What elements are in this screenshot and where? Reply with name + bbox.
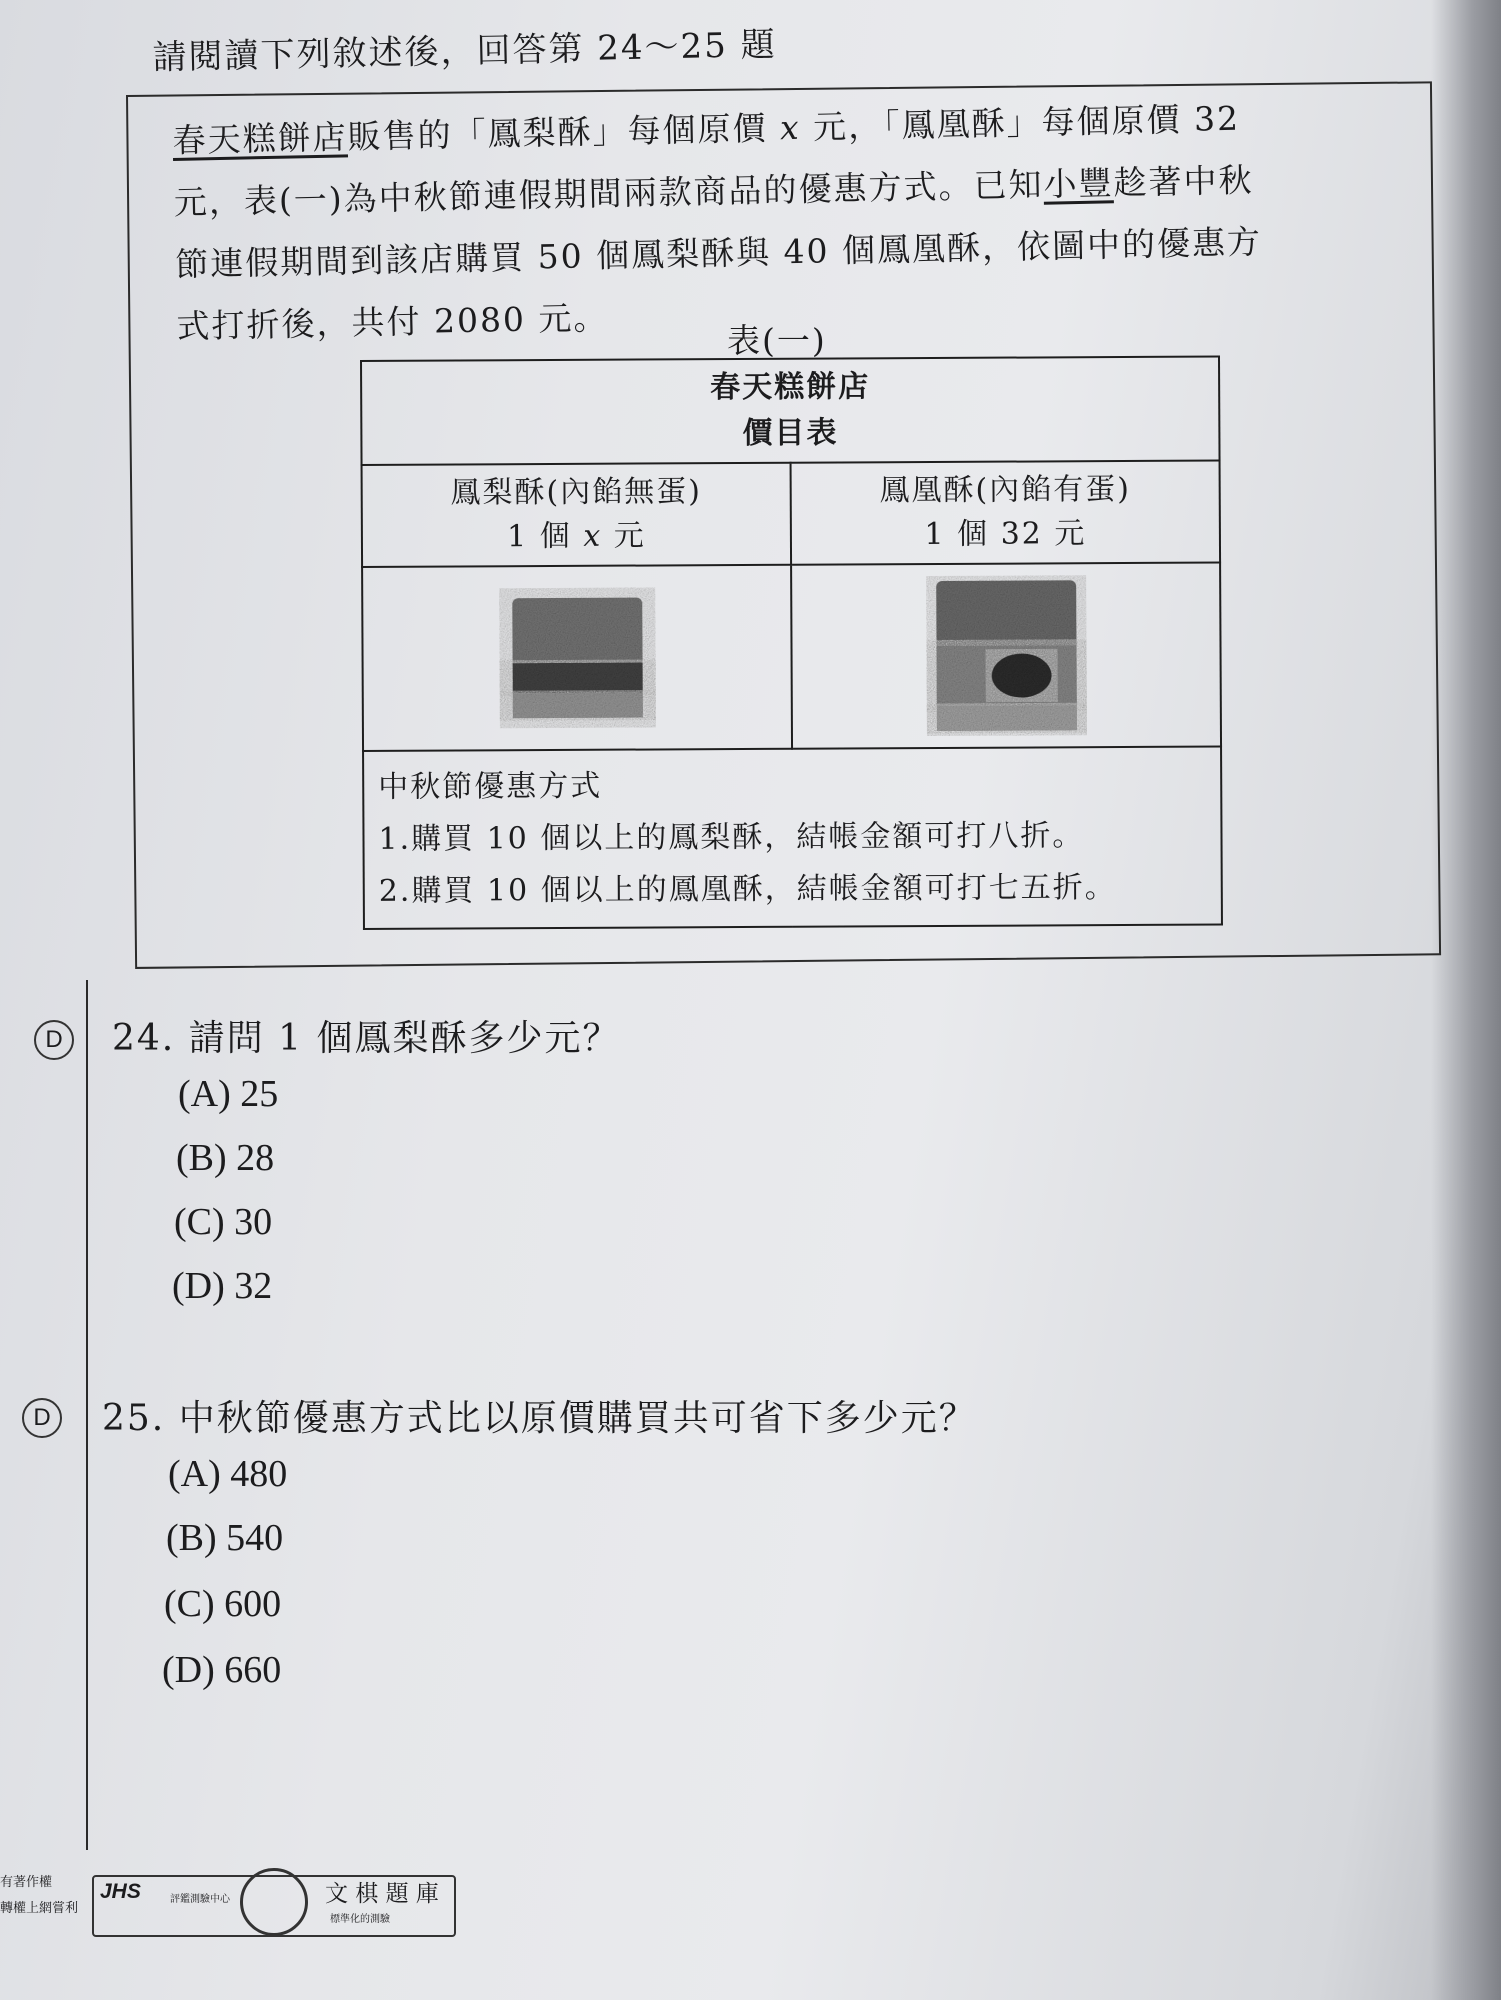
jhs-logo: JHS [100, 1880, 141, 1903]
footer [0, 1870, 460, 1950]
product-name-pineapple: 鳳梨酥(內餡無蛋) [450, 474, 702, 511]
q24-option-a: (A) 25 [178, 1073, 279, 1115]
q24-option-c: (C) 30 [174, 1201, 273, 1243]
publisher-name: 文 棋 題 庫 [325, 1881, 439, 1907]
pineapple-cake-image [497, 587, 658, 728]
passage-line2: 元，表(一)為中秋節連假期間兩款商品的優惠方式。已知 [173, 164, 1044, 222]
phoenix-cake-image [926, 575, 1087, 736]
product-price-phoenix: 1 個 32 元 [924, 516, 1087, 553]
passage-line3: 節連假期間到該店購買 50 個鳳梨酥與 40 個鳳凰酥，依圖中的優惠方 [174, 222, 1263, 284]
table-title-list: 價目表 [742, 415, 839, 451]
person-name: 小豐 [1043, 163, 1114, 204]
q24-option-b: (B) 28 [176, 1137, 275, 1179]
question-24-stem: 24. 請問 1 個鳳梨酥多少元？ [112, 1018, 621, 1059]
copyright-notice: 有著作權 轉權上網嘗利 [0, 1875, 79, 1916]
intro-text: 請閱讀下列敘述後，回答第 24～25 題 [152, 24, 778, 78]
passage-line1-end: 元，「鳳凰酥」每個原價 32 [800, 98, 1241, 147]
phoenix-cake-image-cell [791, 562, 1221, 748]
offer-title: 中秋節優惠方式 [378, 768, 603, 805]
store-name: 春天糕餅店 [172, 117, 349, 160]
price-table [360, 355, 1223, 929]
publisher-tagline: 標準化的測驗 [330, 1914, 390, 1925]
q25-option-c: (C) 600 [164, 1583, 282, 1625]
pineapple-cake-image-cell [362, 565, 792, 751]
jhs-subtitle: 評鑑測驗中心 [170, 1894, 230, 1905]
product-cell-pineapple [362, 463, 792, 567]
q25-option-d: (D) 660 [162, 1649, 282, 1691]
q25-option-b: (B) 540 [166, 1517, 284, 1559]
product-name-phoenix: 鳳凰酥(內餡有蛋) [879, 471, 1131, 509]
page-shadow [1431, 0, 1501, 2000]
passage-line4: 式打折後，共付 2080 元。 [176, 297, 609, 346]
passage-line2-end: 趁著中秋 [1113, 160, 1254, 203]
q24-option-d: (D) 32 [172, 1265, 273, 1307]
answer-mark-25: D [22, 1398, 62, 1438]
passage-var-x: x [779, 107, 802, 148]
passage-line1: 販售的「鳳梨酥」每個原價 [347, 108, 781, 157]
offer-item-2: 2.購買 10 個以上的鳳凰酥，結帳金額可打七五折。 [378, 870, 1117, 909]
offer-cell [363, 746, 1222, 928]
table-caption: 表(一) [727, 321, 827, 360]
q25-option-a: (A) 480 [168, 1453, 288, 1495]
table-header [361, 357, 1220, 465]
product-cell-phoenix [791, 461, 1221, 565]
margin-rule [86, 980, 88, 1850]
answer-mark-24: D [34, 1020, 74, 1060]
question-25-stem: 25. 中秋節優惠方式比以原價購買共可省下多少元？ [102, 1398, 977, 1439]
offer-item-1: 1.購買 10 個以上的鳳梨酥，結帳金額可打八折。 [378, 818, 1085, 857]
product-price-pineapple: 1 個 x 元 [507, 518, 646, 555]
table-title-store: 春天糕餅店 [710, 369, 871, 406]
circle-logo-icon [240, 1868, 308, 1936]
